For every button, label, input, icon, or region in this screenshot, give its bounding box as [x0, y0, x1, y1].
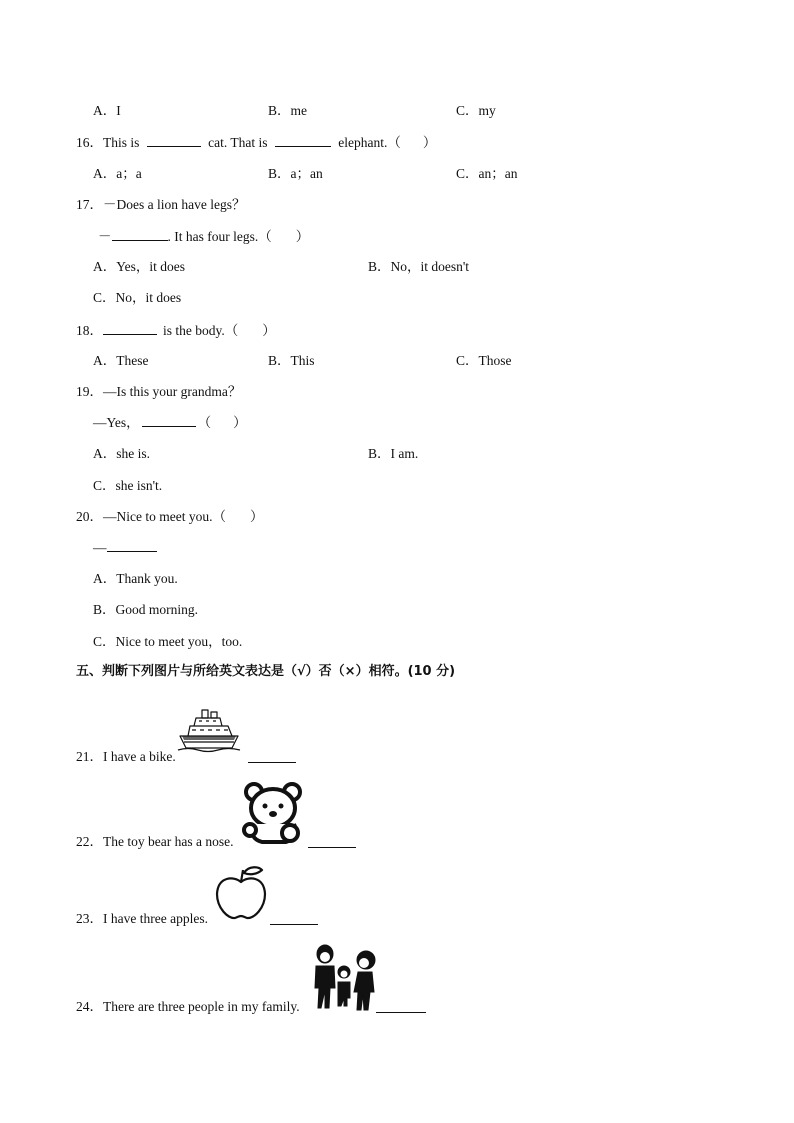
q17-stem [76, 197, 245, 213]
q17-answer-line [98, 228, 309, 245]
ship-icon [176, 704, 244, 754]
q23-answer-blank[interactable] [270, 924, 318, 925]
q18-option-b: B．This [268, 353, 315, 368]
q23-number: 23． [76, 911, 103, 926]
q17-option-b: B．No，it doesn't [368, 259, 470, 274]
q20-stem [76, 509, 263, 525]
q15-option-a: A．I [93, 103, 121, 118]
apple-icon [212, 864, 270, 922]
q22-text: The toy bear has a nose. [103, 834, 234, 849]
q20-answer-line [93, 539, 157, 556]
q16-text-2: cat. That is [208, 135, 268, 150]
q19-blank[interactable] [142, 414, 196, 427]
q16-blank-2[interactable] [275, 134, 331, 147]
q19-paren: （ [197, 415, 212, 430]
q20-text: —Nice to meet you.（ [103, 509, 226, 524]
q21-answer-blank[interactable] [248, 762, 296, 763]
q21-number: 21． [76, 749, 103, 764]
teddy-bear-icon [240, 780, 308, 846]
q16-text-1: This is [103, 135, 140, 150]
q24-statement [76, 999, 300, 1015]
q20-number: 20． [76, 509, 103, 524]
q16-stem [76, 134, 436, 151]
q19-option-b: B．I am. [368, 446, 419, 461]
q20-option-a: A．Thank you. [93, 571, 178, 586]
family-icon [308, 942, 380, 1014]
q23-text: I have three apples. [103, 911, 208, 926]
q17-text: －Does a lion have legs？ [103, 197, 246, 212]
q16-close: ） [422, 135, 437, 150]
q24-number: 24． [76, 999, 103, 1014]
q15-option-b: B．me [268, 103, 307, 118]
q19-option-a: A．she is. [93, 446, 150, 461]
q19-stem [76, 384, 241, 400]
q20-blank[interactable] [107, 539, 157, 552]
q17-text-2: . It has four legs.（ [167, 229, 272, 244]
q16-option-c: C．an；an [456, 166, 518, 181]
q17-option-c: C．No，it does [93, 290, 182, 305]
q17-option-a: A．Yes，it does [93, 259, 186, 274]
q16-option-a: A．a；a [93, 166, 142, 181]
q20-option-c: C．Nice to meet you，too. [93, 634, 243, 649]
q18-close: ） [262, 323, 276, 338]
q20-option-b: B．Good morning. [93, 602, 199, 617]
q15-option-c: C．my [456, 103, 496, 118]
q23-statement [76, 911, 208, 927]
q19-text: —Is this your grandma？ [103, 384, 242, 399]
q18-text: is the body.（ [163, 323, 239, 338]
q22-answer-blank[interactable] [308, 847, 356, 848]
q18-option-a: A．These [93, 353, 149, 368]
q16-blank-1[interactable] [147, 134, 201, 147]
q19-answer-line [93, 414, 247, 431]
q18-stem [76, 322, 276, 339]
q20-close: ） [249, 509, 264, 524]
q21-text: I have a bike. [103, 749, 176, 764]
q18-number: 18． [76, 323, 103, 338]
q19-option-c: C．she isn't. [93, 478, 163, 493]
section-5-title: 五、判断下列图片与所给英文表达是（√）否（×）相符。(10 分) [76, 664, 456, 679]
q18-blank[interactable] [103, 322, 157, 335]
q17-number: 17． [76, 197, 103, 212]
q22-number: 22． [76, 834, 103, 849]
q16-number: 16． [76, 135, 103, 150]
q19-close: ） [233, 415, 247, 430]
q16-text-3: elephant.（ [338, 135, 401, 150]
q21-statement [76, 749, 176, 765]
q16-option-b: B．a；an [268, 166, 323, 181]
q20-dash: — [93, 540, 107, 555]
q19-text-2: —Yes， [93, 415, 140, 430]
q22-statement [76, 834, 233, 850]
q24-answer-blank[interactable] [376, 1012, 426, 1013]
q19-number: 19． [76, 384, 103, 399]
q18-option-c: C．Those [456, 353, 512, 368]
q17-close: ） [295, 229, 310, 244]
q17-dash: － [98, 229, 112, 244]
q24-text: There are three people in my family. [103, 999, 300, 1014]
q17-blank[interactable] [112, 228, 168, 241]
